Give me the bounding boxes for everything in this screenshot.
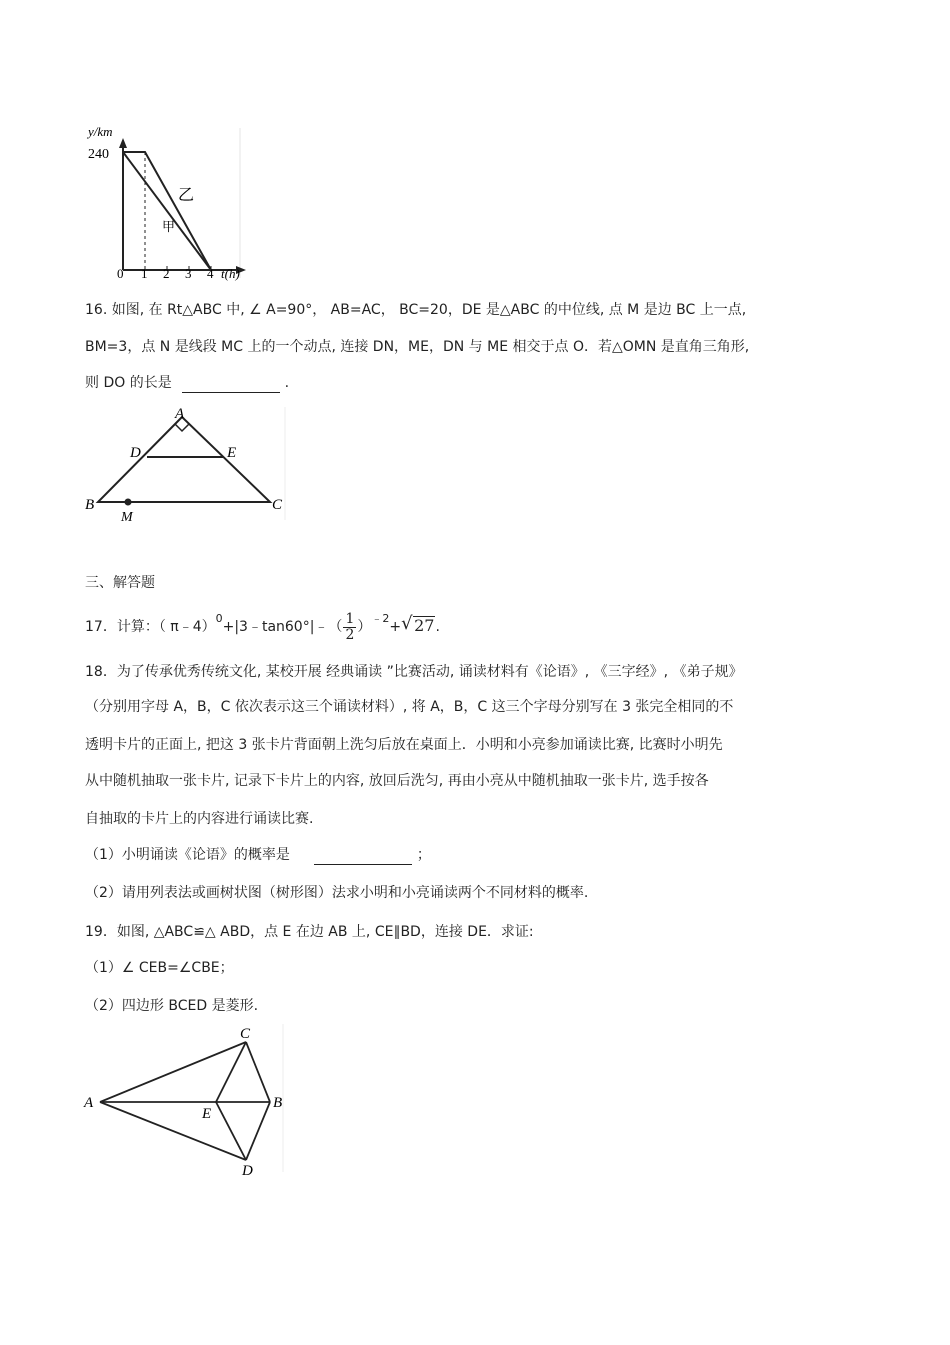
segment-ac <box>100 1042 246 1102</box>
y-axis-label: y/km <box>88 124 113 139</box>
q19-sub1: （1）∠ CEB=∠CBE； <box>85 960 234 976</box>
fraction-numerator: 1 <box>345 610 355 627</box>
q16-line3 <box>85 373 289 393</box>
point-m <box>125 499 132 506</box>
q17-plus: + <box>389 619 402 635</box>
label-b: B <box>273 1095 283 1111</box>
distance-time-graph <box>80 120 260 285</box>
sqrt-argument: 27 <box>414 616 435 635</box>
q18-sub1-end: ； <box>416 847 431 863</box>
q16-line2: BM=3，点 N 是线段 MC 上的一个动点, 连接 DN，ME，DN 与 ME 相交于点 O．若△OMN 是直角三角形, <box>85 339 750 355</box>
q18-line5: 自抽取的卡片上的内容进行诵读比赛. <box>85 811 314 827</box>
label-d: D <box>130 445 141 461</box>
q18-line4: 从中随机抽取一张卡片, 记录下卡片上的内容, 放回后洗匀, 再由小亮从中随机抽取一张卡片, 选手按各 <box>85 773 709 789</box>
label-a: A <box>175 406 185 422</box>
q18-line2: （分别用字母 A，B，C 依次表示这三个诵读材料）, 将 A，B，C 这三个字母分别写在 3 张完全相同的不 <box>85 699 734 715</box>
q18-line1: 18．为了传承优秀传统文化, 某校开展 经典诵读 ”比赛活动, 诵读材料有《论语》, 《三字经》, 《弟子规》 <box>85 664 743 680</box>
q17-exponent-0: 0 <box>215 612 223 625</box>
kite-abcd-figure <box>80 1022 295 1177</box>
q17-pre: 17．计算：（ π﹣4） <box>85 619 216 635</box>
q17-mid: +|3﹣tan60°|﹣（ <box>222 619 343 635</box>
label-e: E <box>227 445 237 461</box>
segment-cb <box>246 1042 270 1102</box>
segment-ad <box>100 1102 246 1160</box>
q18-answer-blank[interactable] <box>314 850 412 865</box>
x-tick-0: 0 <box>117 266 124 281</box>
label-d: D <box>242 1163 253 1177</box>
segment-db <box>246 1102 270 1160</box>
x-tick-1: 1 <box>141 266 148 281</box>
line-yi-label: 乙 <box>178 187 195 204</box>
label-b: B <box>85 497 95 513</box>
x-tick-3: 3 <box>185 266 192 281</box>
fraction-denominator: 2 <box>345 626 355 643</box>
q17-close: ） <box>357 619 372 635</box>
right-angle-mark <box>175 424 189 431</box>
x-axis-label: t(h) <box>221 266 240 281</box>
label-c: C <box>240 1026 251 1042</box>
q18-sub1 <box>85 845 431 865</box>
q18-sub2: （2）请用列表法或画树状图（树形图）法求小明和小亮诵读两个不同材料的概率. <box>85 885 589 901</box>
label-e: E <box>202 1106 212 1122</box>
x-tick-4: 4 <box>207 266 214 281</box>
radical-sign-icon: √ <box>401 613 413 634</box>
y-tick-label: 240 <box>88 147 109 162</box>
q17-sqrt <box>401 608 435 644</box>
line-jia-label: 甲 <box>162 219 176 234</box>
q17-line <box>85 608 440 644</box>
q18-line3: 透明卡片的正面上, 把这 3 张卡片背面朝上洗匀后放在桌面上．小明和小亮参加诵读比赛, 比赛时小明先 <box>85 737 723 753</box>
x-tick-2: 2 <box>163 266 170 281</box>
q16-line1: 16. 如图, 在 Rt△ABC 中, ∠ A=90°， AB=AC， BC=20，DE 是△ABC 的中位线, 点 M 是边 BC 上一点, <box>85 302 747 318</box>
segment-de <box>216 1102 246 1160</box>
q19-line1: 19．如图, △ABC≌△ ABD，点 E 在边 AB 上, CE∥BD，连接 DE．求证: <box>85 924 534 940</box>
label-c: C <box>272 497 283 513</box>
label-m: M <box>121 510 133 525</box>
q16-period: . <box>284 375 290 391</box>
segment-ce <box>216 1042 246 1102</box>
q19-sub2: （2）四边形 BCED 是菱形. <box>85 998 259 1014</box>
q16-question: 则 DO 的长是 <box>85 375 172 391</box>
triangle-abc-figure <box>80 405 295 525</box>
label-a: A <box>84 1095 94 1111</box>
q17-exponent-2: ﹣2 <box>371 612 390 625</box>
q17-fraction <box>343 612 356 643</box>
q18-sub1-text: （1）小明诵读《论语》的概率是 <box>85 847 290 863</box>
q16-answer-blank[interactable] <box>182 378 280 393</box>
section-title: 三、解答题 <box>85 575 155 591</box>
q17-end: . <box>435 619 440 635</box>
